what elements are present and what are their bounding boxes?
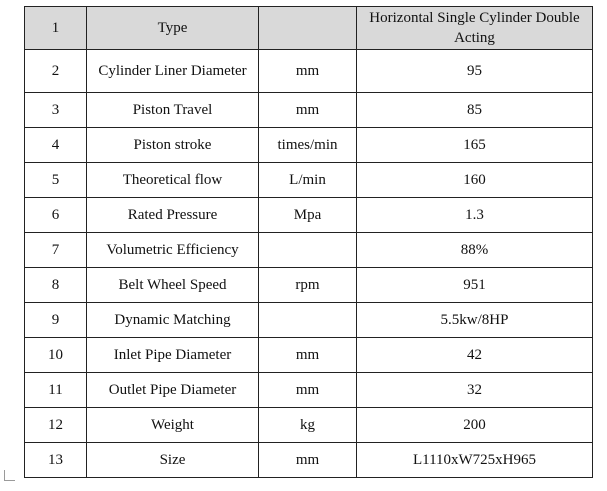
row-number-cell: 3	[25, 93, 87, 128]
row-number-cell: 8	[25, 268, 87, 303]
value-cell: 88%	[357, 233, 593, 268]
value-cell: 165	[357, 128, 593, 163]
row-number-cell: 12	[25, 408, 87, 443]
value-cell: Horizontal Single Cylinder Double Acting	[357, 7, 593, 50]
unit-cell: times/min	[259, 128, 357, 163]
value-cell: 32	[357, 373, 593, 408]
item-cell: Dynamic Matching	[87, 303, 259, 338]
row-number-cell: 5	[25, 163, 87, 198]
row-number-cell: 6	[25, 198, 87, 233]
value-cell: 42	[357, 338, 593, 373]
unit-cell: Mpa	[259, 198, 357, 233]
row-number-cell: 9	[25, 303, 87, 338]
unit-cell: L/min	[259, 163, 357, 198]
table-row	[25, 408, 593, 443]
table-row	[25, 198, 593, 233]
table-row	[25, 93, 593, 128]
row-number-cell: 2	[25, 50, 87, 93]
table-row	[25, 268, 593, 303]
row-number-cell: 1	[25, 7, 87, 50]
text-boundary-mark	[4, 470, 15, 481]
row-number-cell: 13	[25, 443, 87, 478]
item-cell: Type	[87, 7, 259, 50]
value-cell: 951	[357, 268, 593, 303]
unit-cell: rpm	[259, 268, 357, 303]
unit-cell: mm	[259, 338, 357, 373]
item-cell: Rated Pressure	[87, 198, 259, 233]
row-number-cell: 4	[25, 128, 87, 163]
item-cell: Piston Travel	[87, 93, 259, 128]
unit-cell: mm	[259, 373, 357, 408]
table-row	[25, 50, 593, 93]
value-cell: 5.5kw/8HP	[357, 303, 593, 338]
value-cell: 200	[357, 408, 593, 443]
table-row	[25, 163, 593, 198]
unit-cell: mm	[259, 93, 357, 128]
row-number-cell: 10	[25, 338, 87, 373]
item-cell: Cylinder Liner Diameter	[87, 50, 259, 93]
unit-cell	[259, 233, 357, 268]
table-row	[25, 373, 593, 408]
unit-cell	[259, 303, 357, 338]
unit-cell	[259, 7, 357, 50]
item-cell: Size	[87, 443, 259, 478]
item-cell: Volumetric Efficiency	[87, 233, 259, 268]
item-cell: Weight	[87, 408, 259, 443]
table-row	[25, 128, 593, 163]
item-cell: Theoretical flow	[87, 163, 259, 198]
value-cell: 85	[357, 93, 593, 128]
table-row	[25, 443, 593, 478]
row-number-cell: 7	[25, 233, 87, 268]
item-cell: Piston stroke	[87, 128, 259, 163]
row-number-cell: 11	[25, 373, 87, 408]
value-cell: 1.3	[357, 198, 593, 233]
item-cell: Inlet Pipe Diameter	[87, 338, 259, 373]
unit-cell: mm	[259, 50, 357, 93]
table-row	[25, 233, 593, 268]
item-cell: Belt Wheel Speed	[87, 268, 259, 303]
table-row	[25, 7, 593, 50]
unit-cell: kg	[259, 408, 357, 443]
item-cell: Outlet Pipe Diameter	[87, 373, 259, 408]
value-cell: 95	[357, 50, 593, 93]
specification-table	[24, 6, 593, 478]
value-cell: L1110xW725xH965	[357, 443, 593, 478]
table-row	[25, 303, 593, 338]
table-row	[25, 338, 593, 373]
value-cell: 160	[357, 163, 593, 198]
unit-cell: mm	[259, 443, 357, 478]
